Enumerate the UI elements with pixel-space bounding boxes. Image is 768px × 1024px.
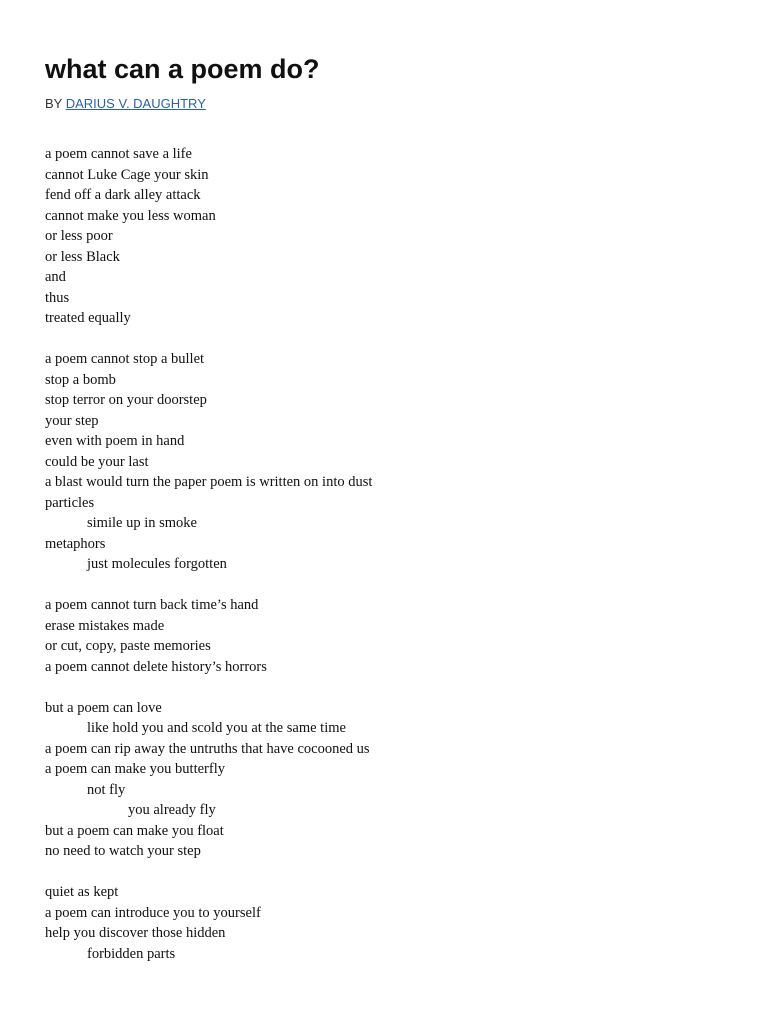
poem-line: not fly bbox=[87, 781, 126, 798]
poem-line: like hold you and scold you at the same time bbox=[87, 720, 346, 736]
byline-prefix: BY bbox=[45, 96, 63, 111]
poem-line: a poem cannot save a life bbox=[45, 146, 192, 162]
poem-line: just molecules forgotten bbox=[87, 556, 227, 572]
poem-line: but a poem can love bbox=[45, 699, 162, 716]
poem-line: stop terror on your doorstep bbox=[45, 392, 207, 408]
byline bbox=[45, 94, 745, 114]
poem-line: help you discover those hidden bbox=[45, 925, 226, 941]
poem-line: stop a bomb bbox=[45, 371, 116, 388]
poem-line: cannot make you less woman bbox=[45, 207, 216, 224]
article bbox=[45, 50, 745, 985]
poem-line: a poem can introduce you to yourself bbox=[45, 904, 261, 921]
poem-line: a blast would turn the paper poem is written on into dust bbox=[45, 474, 373, 490]
poem-stanza bbox=[45, 882, 745, 964]
poem-line: thus bbox=[45, 289, 70, 306]
poem-line: cannot Luke Cage your skin bbox=[45, 166, 209, 183]
poem-line: your step bbox=[45, 412, 99, 429]
poem-line: and bbox=[45, 269, 66, 285]
poem-stanza bbox=[45, 698, 745, 862]
poem-line: a poem cannot turn back time’s hand bbox=[45, 597, 259, 613]
poem-line: even with poem in hand bbox=[45, 433, 185, 449]
poem-body bbox=[45, 144, 745, 964]
poem-line: or cut, copy, paste memories bbox=[45, 638, 211, 654]
poem-line: erase mistakes made bbox=[45, 617, 165, 634]
poem-line: simile up in smoke bbox=[87, 515, 197, 531]
poem-line: could be your last bbox=[45, 453, 149, 470]
poem-line: particles bbox=[45, 494, 95, 511]
poem-line: forbidden parts bbox=[87, 945, 176, 962]
poem-line: you already fly bbox=[128, 802, 216, 818]
poem-line: no need to watch your step bbox=[45, 843, 201, 859]
poem-line: or less poor bbox=[45, 228, 113, 244]
poem-stanza bbox=[45, 144, 745, 329]
poem-line: metaphors bbox=[45, 535, 106, 552]
poem-line: but a poem can make you float bbox=[45, 822, 224, 839]
poem-line: quiet as kept bbox=[45, 884, 119, 900]
poem-line: a poem cannot stop a bullet bbox=[45, 351, 205, 367]
poem-stanza bbox=[45, 349, 745, 575]
page-title: what can a poem do? bbox=[45, 54, 320, 84]
author-link[interactable]: DARIUS V. DAUGHTRY bbox=[65, 96, 206, 111]
poem-line: or less Black bbox=[45, 248, 120, 265]
poem-line: a poem can rip away the untruths that have cocooned us bbox=[45, 740, 370, 757]
poem-line: a poem can make you butterfly bbox=[45, 761, 225, 777]
poem-line: treated equally bbox=[45, 310, 131, 326]
poem-line: a poem cannot delete history’s horrors bbox=[45, 658, 267, 675]
poem-stanza bbox=[45, 595, 745, 677]
poem-line: fend off a dark alley attack bbox=[45, 187, 201, 203]
